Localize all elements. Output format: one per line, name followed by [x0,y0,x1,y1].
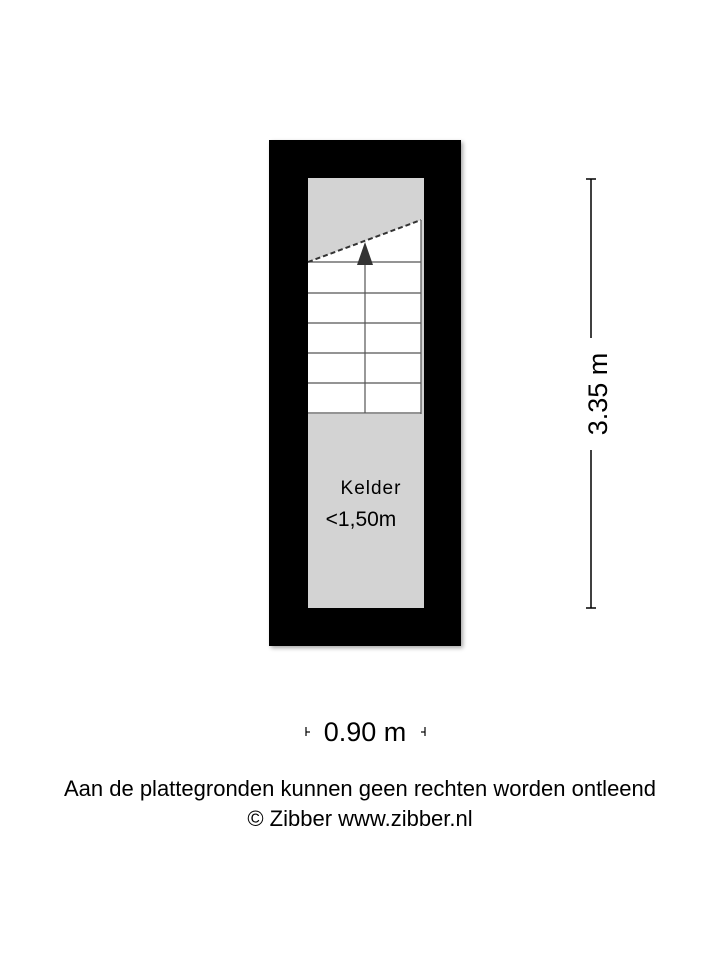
room-name: Kelder [340,478,402,499]
room-height-note: <1,50m [325,508,397,531]
dimension-horizontal-label: 0.90 m [323,717,407,747]
disclaimer-text: Aan de plattegronden kunnen geen rechten worden ontleend [63,776,657,801]
copyright-text: © Zibber www.zibber.nl [247,806,473,831]
dimension-vertical-label: 3.35 m [583,352,614,436]
